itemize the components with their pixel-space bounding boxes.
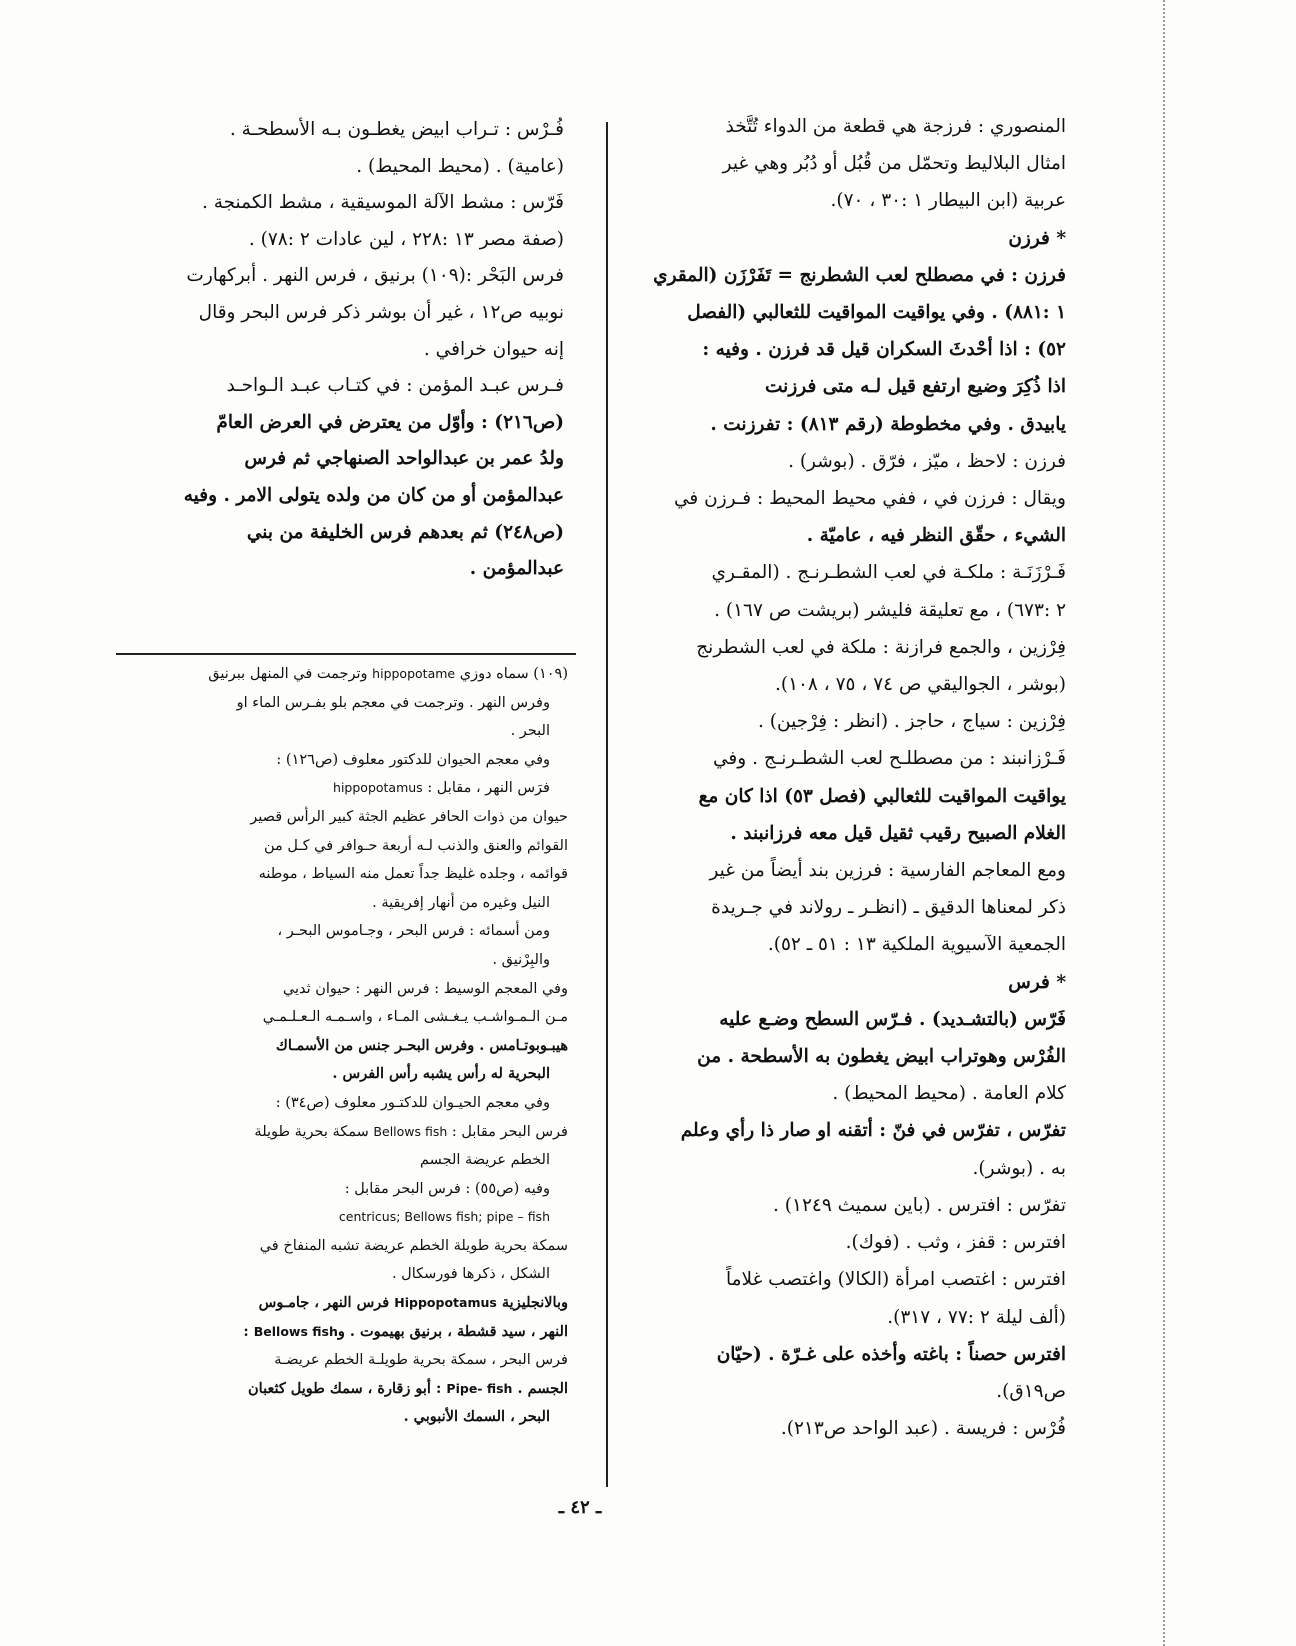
footnote-text: الجسم . (517, 1379, 568, 1397)
footnote-line: ومن أسمائه : فرس البحر ، وجـاموس البحـر ، (277, 923, 550, 940)
text-line: ولدُ عمر بن عبدالواحد الصنهاجي ثم فرس (244, 448, 564, 470)
text-line: عبدالمؤمن أو من كان من ولده يتولى الامر . وفيه (183, 484, 564, 506)
footnote-line: الخطم عريضة الجسم (420, 1152, 550, 1169)
footnote-text: سمكة بحرية طويلة (254, 1123, 369, 1140)
footnote-latin-term: hippopotame (372, 666, 456, 681)
footnote-latin-term: hippopotamus (333, 780, 423, 796)
text-line: تفرّس : افترس . (باين سميث ١٢٤٩) . (773, 1194, 1066, 1216)
text-line: (ألف ليلة ٢ :٧٧ ، ٣١٧). (887, 1306, 1066, 1328)
text-line: الغلام الصبيح رقيب ثقيل قيل معه فرزانبند . (730, 822, 1066, 844)
text-line: (عامية) . (محيط المحيط) . (356, 155, 564, 177)
text-line: يابيدق . وفي مخطوطة (رقم ٨١٣) : تفرزنت . (710, 413, 1066, 435)
text-line: فِرْزين ، والجمع فرازنة : ملكة في لعب الشطرنج (696, 636, 1066, 658)
footnote-line: قوائمه ، وجلده غليظ جداً تعمل منه السياط ، موطنه (258, 866, 568, 883)
footnote-line: والبِرْنيق . (492, 951, 550, 968)
text-line: افترس حصناً : باغته وأخذه على غـرّة . (حيّان (716, 1343, 1066, 1365)
text-line: فَـرْزَنَـة : ملكـة في لعب الشطـرنـج . (المقـري (711, 562, 1066, 584)
footnote-line (118, 1318, 568, 1347)
footnote-line (118, 660, 568, 689)
text-line: ص١٩ق). (996, 1380, 1066, 1402)
footnote-line: القوائم والعنق والذنب لـه أربعة حـوافر في كـل من (264, 837, 568, 854)
text-line: فَرّس (بالتشـديد) . فـرّس السطح وضـع عليه (719, 1008, 1066, 1030)
footnote-latin-term: Bellows fish (253, 1323, 338, 1339)
text-line: فرزن : لاحظ ، ميّز ، فرّق . (بوشر) . (788, 450, 1066, 472)
text-line: الفُرْس وهوتراب ابيض يغطون به الأسطحة . من (697, 1046, 1066, 1068)
text-line: ١ :٨٨١) . وفي يواقيت المواقيت للثعالبي (الفصل (687, 302, 1066, 324)
footnote-line: النيل وغيره من أنهار إفريقية . (372, 894, 550, 911)
footnote-text: وترجمت في المنهل ببرنيق (208, 666, 368, 682)
footnote-latin-term: Pipe- fish (446, 1380, 513, 1396)
footnote-line (118, 774, 568, 803)
text-line: عربية (ابن البيطار ١ :٣٠ ، ٧٠). (830, 190, 1066, 212)
footnote-line: البحرية له رأس يشبه رأس الفرس . (332, 1065, 550, 1083)
text-line: فُـرْس : تـراب ابيض يغطـون بـه الأسطحـة . (229, 119, 564, 140)
entry-heading: * فرزن (1008, 227, 1066, 249)
footnote-divider (116, 653, 576, 655)
text-line: ومع المعاجم الفارسية : فرزين بند أيضاً من غير (709, 860, 1066, 882)
left-column (124, 112, 564, 588)
right-column (636, 108, 1066, 1447)
text-line: يواقيت المواقيت للثعالبي (فصل ٥٣) اذا كان مع (698, 785, 1066, 807)
text-line: افترس : قفز ، وثب . (فوك). (845, 1232, 1066, 1254)
text-line: افترس : اغتصب امرأة (الكالا) واغتصب غلاماً (726, 1269, 1066, 1291)
text-line: اذا ذُكِرَ وضيع ارتفع قيل لـه متى فرزنت (765, 376, 1066, 398)
footnote-latin-term: Hippopotamus (394, 1295, 497, 1311)
text-line: فـرس عبـد المؤمن : في كتـاب عبـد الـواحـد (226, 375, 564, 397)
footnote-line: وفي معجم الحيـوان للدكتـور معلوف (ص٣٤) : (275, 1094, 550, 1111)
footnote-line: هيبـوبوتـامس . وفرس البحـر جنس من الأسمـاك (275, 1036, 568, 1054)
footnote-text: وبالانجليزية (501, 1294, 568, 1312)
footnote-line (118, 1118, 568, 1147)
footnote-line (118, 1375, 568, 1404)
footnote-line: حيوان من ذوات الحافر عظيم الجثة كبير الرأس قصير (250, 808, 568, 825)
text-line: فُرْس : فريسة . (عبد الواحد ص٢١٣). (780, 1418, 1066, 1440)
text-line: ويقال : فرزن في ، ففي محيط المحيط : فـرزن في (673, 488, 1066, 510)
footnote-line: وفرس النهر . وترجمت في معجم بلو بفـرس الماء او (236, 694, 550, 711)
text-line: (ص٢٤٨) ثم بعدهم فرس الخليفة من بني (246, 521, 564, 543)
footnote-line: وفي معجم الحيوان للدكتور معلوف (ص١٢٦) : (276, 751, 550, 768)
footnote-line: سمكة بحرية طويلة الخطم عريضة تشبه المنفاخ في (259, 1237, 568, 1254)
text-line: فرس البَحْر :(١٠٩) برنيق ، فرس النهر . أبركهارت (186, 265, 564, 287)
text-line: به . (بوشر). (972, 1157, 1066, 1179)
text-line: امثال البلاليط وتحمّل من قُبُل أو دُبُر وهي غير (722, 153, 1066, 175)
footnote-text: فرَس النهر ، مقابل : (427, 780, 550, 797)
footnote-line: وفي المعجم الوسيط : فرس النهر : حيوان ثديي (282, 980, 568, 997)
footnote-text: النهر ، سيد قشطة ، برنيق بهيموت . و (337, 1322, 568, 1340)
text-line: فَـرْزانبند : من مصطلـح لعب الشطـرنـج . وفي (713, 748, 1066, 770)
text-line: تفرّس ، تفرّس في فنّ : أتقنه او صار ذا رأي وعلم (680, 1120, 1066, 1142)
footnotes (118, 660, 568, 1432)
footnote-text: : أبو زقارة ، سمك طويل كثعبان (248, 1379, 442, 1397)
page-number: ـ ٤٢ ـ (558, 1497, 602, 1518)
text-line: ذكر لمعناها الدقيق ـ (انظـر ـ رولاند في جـريدة (711, 897, 1066, 919)
text-line: (بوشر ، الجواليقي ص ٧٤ ، ٧٥ ، ١٠٨). (774, 674, 1066, 696)
text-line: ٢ :٦٧٣) ، مع تعليقة فليشر (بريشت ص ١٦٧) . (714, 599, 1066, 621)
footnote-line: الشكل ، ذكرها فورسكال . (391, 1266, 550, 1283)
footnote-text: فرس النهر ، جامـوس (258, 1294, 390, 1312)
footnote-text: : (243, 1322, 249, 1340)
text-line: (ص٢١٦) : وأوّل من يعترض في العرض العامّ (216, 411, 564, 433)
text-line: ٥٢) : اذا أحْدثَ السكران قيل قد فرزن . وفيه : (702, 339, 1066, 361)
footnote-latin-term: Bellows fish (373, 1123, 448, 1139)
footnote-line (118, 1289, 568, 1318)
column-divider (606, 122, 608, 1487)
text-line: فِرْزين : سياج ، حاجز . (انظر : فِرْجين) . (758, 711, 1066, 733)
scan-edge-line (1163, 0, 1165, 1646)
footnote-text: (١٠٩) سماه دوزي (459, 666, 568, 682)
footnote-line: فرس البحر ، سمكة بحرية طويلـة الخطم عريضـة (274, 1352, 568, 1369)
text-line: إنه حيوان خرافي . (423, 338, 564, 360)
text-line: كلام العامة . (محيط المحيط) . (832, 1083, 1066, 1105)
footnote-line: وفيه (ص٥٥) : فرس البحر مقابل : (344, 1180, 550, 1197)
text-line: نوبيه ص١٢ ، غير أن بوشر ذكر فرس البحر وقال (198, 301, 564, 323)
footnote-line: مـن الـمـواشـب يـغـشى المـاء ، واسـمـه الـعـلـمـي (262, 1009, 568, 1026)
text-line: (صفة مصر ١٣ :٢٢٨ ، لين عادات ٢ :٧٨) . (248, 228, 564, 250)
entry-heading: * فرس (1008, 971, 1066, 993)
text-line: الجمعية الآسيوية الملكية ١٣ : ٥١ ـ ٥٢). (767, 934, 1066, 956)
footnote-latin-line: centricus; Bellows fish; pipe – fish (338, 1209, 550, 1225)
footnote-line: البحر . (510, 723, 550, 740)
footnote-line: البحر ، السمك الأنبوبي . (403, 1408, 550, 1426)
text-line: فَرّس : مشط الآلة الموسيقية ، مشط الكمنجة . (201, 192, 564, 214)
footnote-text: فرس البحر مقابل : (451, 1123, 568, 1140)
text-line: عبدالمؤمن . (469, 558, 564, 580)
text-line: الشيء ، حقّق النظر فيه ، عاميّة . (806, 525, 1066, 547)
text-line: فرزن : في مصطلح لعب الشطرنج = تَفَرْزَن (المقري (653, 264, 1066, 286)
text-line: المنصوري : فرزجة هي قطعة من الدواء تُتَّخذ (725, 116, 1066, 137)
